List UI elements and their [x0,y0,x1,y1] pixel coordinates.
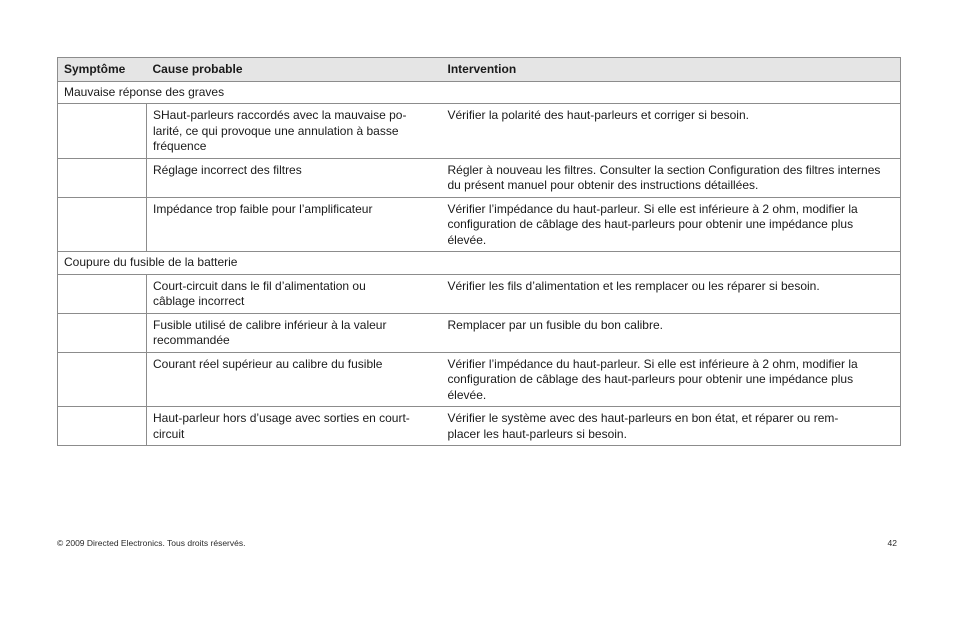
intervention-cell: Vérifier les fils d’alimentation et les remplacer ou les réparer si besoin. [442,274,901,313]
page-number: 42 [887,538,897,548]
symptom-cell [58,352,147,407]
symptom-cell [58,274,147,313]
cause-cell: Fusible utilisé de calibre inférieur à la valeur recommandée [147,313,442,352]
header-intervention: Intervention [442,58,901,82]
table-row [58,158,901,197]
cause-line: SHaut-parleurs raccordés avec la mauvaise po- larité, ce qui provoque une annulation à basse fréquence [153,108,407,153]
table-row [58,197,901,252]
table-row [58,407,901,446]
cause-cell: Haut-parleur hors d’usage avec sorties en court- circuit [147,407,442,446]
intervention-cell: Vérifier l’impédance du haut-parleur. Si elle est inférieure à 2 ohm, modifier la configuration de câblage des haut-parleurs pour obtenir une impédance plus élevée. [442,197,901,252]
section-title: Mauvaise réponse des graves [58,81,901,104]
table-header-row [58,58,901,82]
cause-cell [147,104,442,159]
table-row [58,104,901,159]
table-row [58,352,901,407]
intervention-cell: Vérifier la polarité des haut-parleurs et corriger si besoin. [442,104,901,159]
cause-cell: Courant réel supérieur au calibre du fusible [147,352,442,407]
troubleshooting-table [57,57,901,446]
table-row [58,274,901,313]
symptom-cell [58,197,147,252]
intervention-cell: Remplacer par un fusible du bon calibre. [442,313,901,352]
symptom-cell [58,158,147,197]
footer-copyright: © 2009 Directed Electronics. Tous droits réservés. [57,538,246,548]
header-symptom: Symptôme [58,58,147,82]
symptom-cell [58,104,147,159]
table-row [58,313,901,352]
section-title: Coupure du fusible de la batterie [58,252,901,275]
cause-cell: Réglage incorrect des filtres [147,158,442,197]
intervention-cell: Vérifier le système avec des haut-parleurs en bon état, et réparer ou rem- placer les haut-parleurs si besoin. [442,407,901,446]
cause-cell: Court-circuit dans le fil d’alimentation ou câblage incorrect [147,274,442,313]
symptom-cell [58,313,147,352]
header-cause: Cause probable [147,58,442,82]
cause-cell: Impédance trop faible pour l’amplificateur [147,197,442,252]
intervention-cell: Vérifier l’impédance du haut-parleur. Si elle est inférieure à 2 ohm, modifier la configuration de câblage des haut-parleurs pour obtenir une impédance plus élevée. [442,352,901,407]
section-row [58,252,901,275]
symptom-cell [58,407,147,446]
section-row [58,81,901,104]
intervention-cell: Régler à nouveau les filtres. Consulter la section Configuration des filtres internes du présent manuel pour obtenir des instructions détaillées. [442,158,901,197]
